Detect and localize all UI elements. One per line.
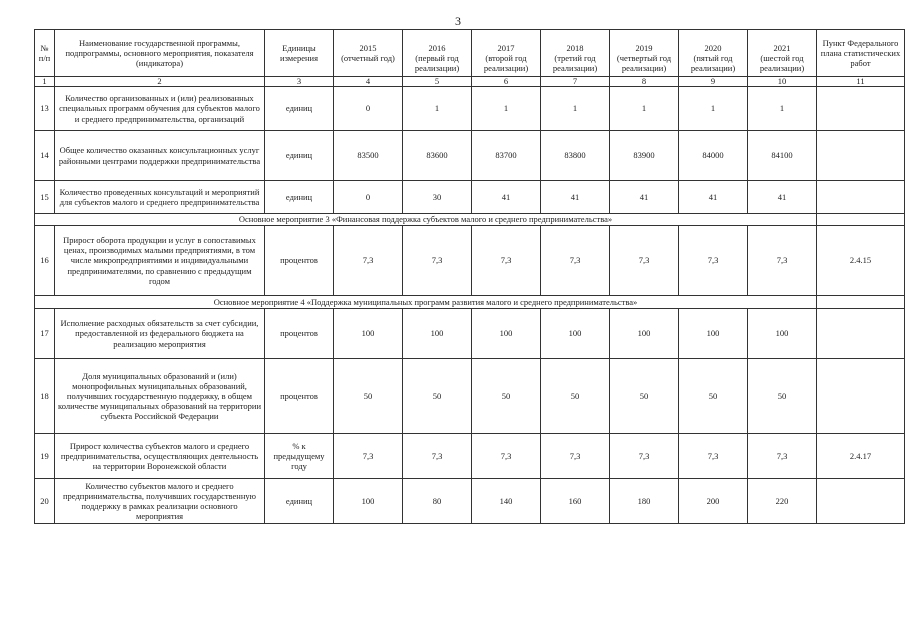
value-2019: 7,3 (610, 434, 679, 479)
plan-item (817, 479, 905, 524)
plan-item (817, 309, 905, 359)
value-2015: 7,3 (334, 226, 403, 296)
table-row (35, 226, 905, 296)
column-number: 10 (748, 77, 817, 87)
column-number: 8 (610, 77, 679, 87)
value-2017: 140 (472, 479, 541, 524)
column-number: 9 (679, 77, 748, 87)
row-number: 14 (35, 131, 55, 181)
value-2016: 100 (403, 309, 472, 359)
indicator-name: Доля муниципальных образований и (или) монопрофильных муниципальных образований, получивших государственную поддержку, в общем количестве муниципальных образований на территории субъекта Российской Федерации (55, 359, 265, 434)
value-2020: 7,3 (679, 226, 748, 296)
indicator-unit: процентов (265, 226, 334, 296)
year-label: 2015 (359, 43, 377, 53)
header-num: № п/п (35, 30, 55, 77)
header-year-2018 (541, 30, 610, 77)
indicator-unit: единиц (265, 181, 334, 214)
row-number: 16 (35, 226, 55, 296)
value-2018: 83800 (541, 131, 610, 181)
column-number: 2 (55, 77, 265, 87)
value-2020: 84000 (679, 131, 748, 181)
indicator-name: Прирост количества субъектов малого и среднего предпринимательства, осуществляющих деятельность на территории Воронежской области (55, 434, 265, 479)
header-year-2020 (679, 30, 748, 77)
year-note: (третий год реализации) (552, 53, 598, 74)
section-plan-cell (817, 214, 905, 226)
section-row (35, 296, 905, 309)
indicator-unit: процентов (265, 359, 334, 434)
indicator-unit: единиц (265, 131, 334, 181)
value-2016: 7,3 (403, 434, 472, 479)
value-2019: 41 (610, 181, 679, 214)
value-2018: 7,3 (541, 434, 610, 479)
indicator-unit: единиц (265, 479, 334, 524)
row-number: 17 (35, 309, 55, 359)
value-2021: 100 (748, 309, 817, 359)
year-note: (второй год реализации) (483, 53, 529, 74)
header-row (35, 30, 905, 77)
header-year-2019 (610, 30, 679, 77)
value-2019: 100 (610, 309, 679, 359)
year-label: 2020 (704, 43, 722, 53)
header-year-2015 (334, 30, 403, 77)
year-label: 2016 (428, 43, 446, 53)
table-row (35, 479, 905, 524)
value-2019: 1 (610, 87, 679, 131)
header-year-2017 (472, 30, 541, 77)
value-2016: 7,3 (403, 226, 472, 296)
row-number: 15 (35, 181, 55, 214)
section-title: Основное мероприятие 3 «Финансовая поддержка субъектов малого и среднего предпринимательства» (35, 214, 817, 226)
column-number: 5 (403, 77, 472, 87)
value-2021: 41 (748, 181, 817, 214)
indicator-name: Общее количество оказанных консультационных услуг районными центрами поддержки предпринимательства (55, 131, 265, 181)
value-2020: 200 (679, 479, 748, 524)
value-2017: 83700 (472, 131, 541, 181)
value-2016: 83600 (403, 131, 472, 181)
value-2018: 7,3 (541, 226, 610, 296)
value-2021: 7,3 (748, 434, 817, 479)
indicators-table (34, 29, 905, 524)
indicator-name: Количество проведенных консультаций и мероприятий для субъектов малого и среднего предпринимательства (55, 181, 265, 214)
value-2017: 1 (472, 87, 541, 131)
value-2020: 7,3 (679, 434, 748, 479)
year-note: (пятый год реализации) (690, 53, 736, 74)
value-2017: 7,3 (472, 434, 541, 479)
value-2016: 80 (403, 479, 472, 524)
value-2018: 50 (541, 359, 610, 434)
value-2021: 7,3 (748, 226, 817, 296)
value-2019: 180 (610, 479, 679, 524)
section-title: Основное мероприятие 4 «Поддержка муниципальных программ развития малого и среднего предпринимательства» (35, 296, 817, 309)
row-number: 18 (35, 359, 55, 434)
year-note: (шестой год реализации) (759, 53, 805, 74)
column-number-row (35, 77, 905, 87)
indicator-name: Количество субъектов малого и среднего предпринимательства, получивших государственную поддержку в рамках реализации основного мероприятия (55, 479, 265, 524)
header-plan: Пункт Федерального плана статистических работ (817, 30, 905, 77)
year-label: 2018 (566, 43, 584, 53)
year-label: 2017 (497, 43, 515, 53)
plan-item (817, 87, 905, 131)
table-row (35, 434, 905, 479)
column-number: 6 (472, 77, 541, 87)
section-plan-cell (817, 296, 905, 309)
plan-item (817, 359, 905, 434)
row-number: 19 (35, 434, 55, 479)
row-number: 20 (35, 479, 55, 524)
value-2018: 160 (541, 479, 610, 524)
value-2017: 7,3 (472, 226, 541, 296)
column-number: 11 (817, 77, 905, 87)
value-2015: 100 (334, 309, 403, 359)
value-2016: 1 (403, 87, 472, 131)
value-2020: 50 (679, 359, 748, 434)
value-2020: 1 (679, 87, 748, 131)
value-2015: 50 (334, 359, 403, 434)
header-name: Наименование государственной программы, подпрограммы, основного мероприятия, показателя (индикатора) (55, 30, 265, 77)
year-label: 2019 (635, 43, 653, 53)
value-2021: 1 (748, 87, 817, 131)
value-2015: 0 (334, 87, 403, 131)
plan-item (817, 131, 905, 181)
indicator-name: Количество организованных и (или) реализованных специальных программ обучения для субъектов малого и среднего предпринимательства, организаций (55, 87, 265, 131)
table-row (35, 359, 905, 434)
value-2018: 1 (541, 87, 610, 131)
column-number: 4 (334, 77, 403, 87)
value-2015: 100 (334, 479, 403, 524)
value-2018: 41 (541, 181, 610, 214)
value-2016: 50 (403, 359, 472, 434)
row-number: 13 (35, 87, 55, 131)
plan-item: 2.4.15 (817, 226, 905, 296)
value-2015: 0 (334, 181, 403, 214)
header-year-2016 (403, 30, 472, 77)
value-2016: 30 (403, 181, 472, 214)
table-row (35, 87, 905, 131)
year-note: (первый год реализации) (414, 53, 460, 74)
value-2017: 41 (472, 181, 541, 214)
indicator-unit: единиц (265, 87, 334, 131)
value-2019: 50 (610, 359, 679, 434)
year-note: (отчетный год) (341, 53, 395, 64)
indicator-unit: процентов (265, 309, 334, 359)
indicator-unit: % к предыдущему году (265, 434, 334, 479)
value-2017: 100 (472, 309, 541, 359)
header-year-2021 (748, 30, 817, 77)
header-unit: Единицы измерения (265, 30, 334, 77)
column-number: 1 (35, 77, 55, 87)
value-2018: 100 (541, 309, 610, 359)
table-row (35, 309, 905, 359)
plan-item (817, 181, 905, 214)
indicator-name: Исполнение расходных обязательств за счет субсидии, предоставленной из федерального бюджета на реализацию мероприятия (55, 309, 265, 359)
value-2015: 7,3 (334, 434, 403, 479)
column-number: 3 (265, 77, 334, 87)
value-2020: 41 (679, 181, 748, 214)
table-row (35, 131, 905, 181)
year-note: (четвертый год реализации) (616, 53, 672, 74)
value-2020: 100 (679, 309, 748, 359)
table-row (35, 181, 905, 214)
value-2021: 50 (748, 359, 817, 434)
value-2021: 84100 (748, 131, 817, 181)
indicator-name: Прирост оборота продукции и услуг в сопоставимых ценах, производимых малыми предприятиями, в том числе микропредприятиями и индивидуальными предпринимателями, по сравнению с предыдущим годом (55, 226, 265, 296)
plan-item: 2.4.17 (817, 434, 905, 479)
page-number: 3 (455, 14, 461, 28)
column-number: 7 (541, 77, 610, 87)
year-label: 2021 (773, 43, 791, 53)
value-2017: 50 (472, 359, 541, 434)
value-2019: 7,3 (610, 226, 679, 296)
value-2021: 220 (748, 479, 817, 524)
value-2019: 83900 (610, 131, 679, 181)
section-row (35, 214, 905, 226)
value-2015: 83500 (334, 131, 403, 181)
